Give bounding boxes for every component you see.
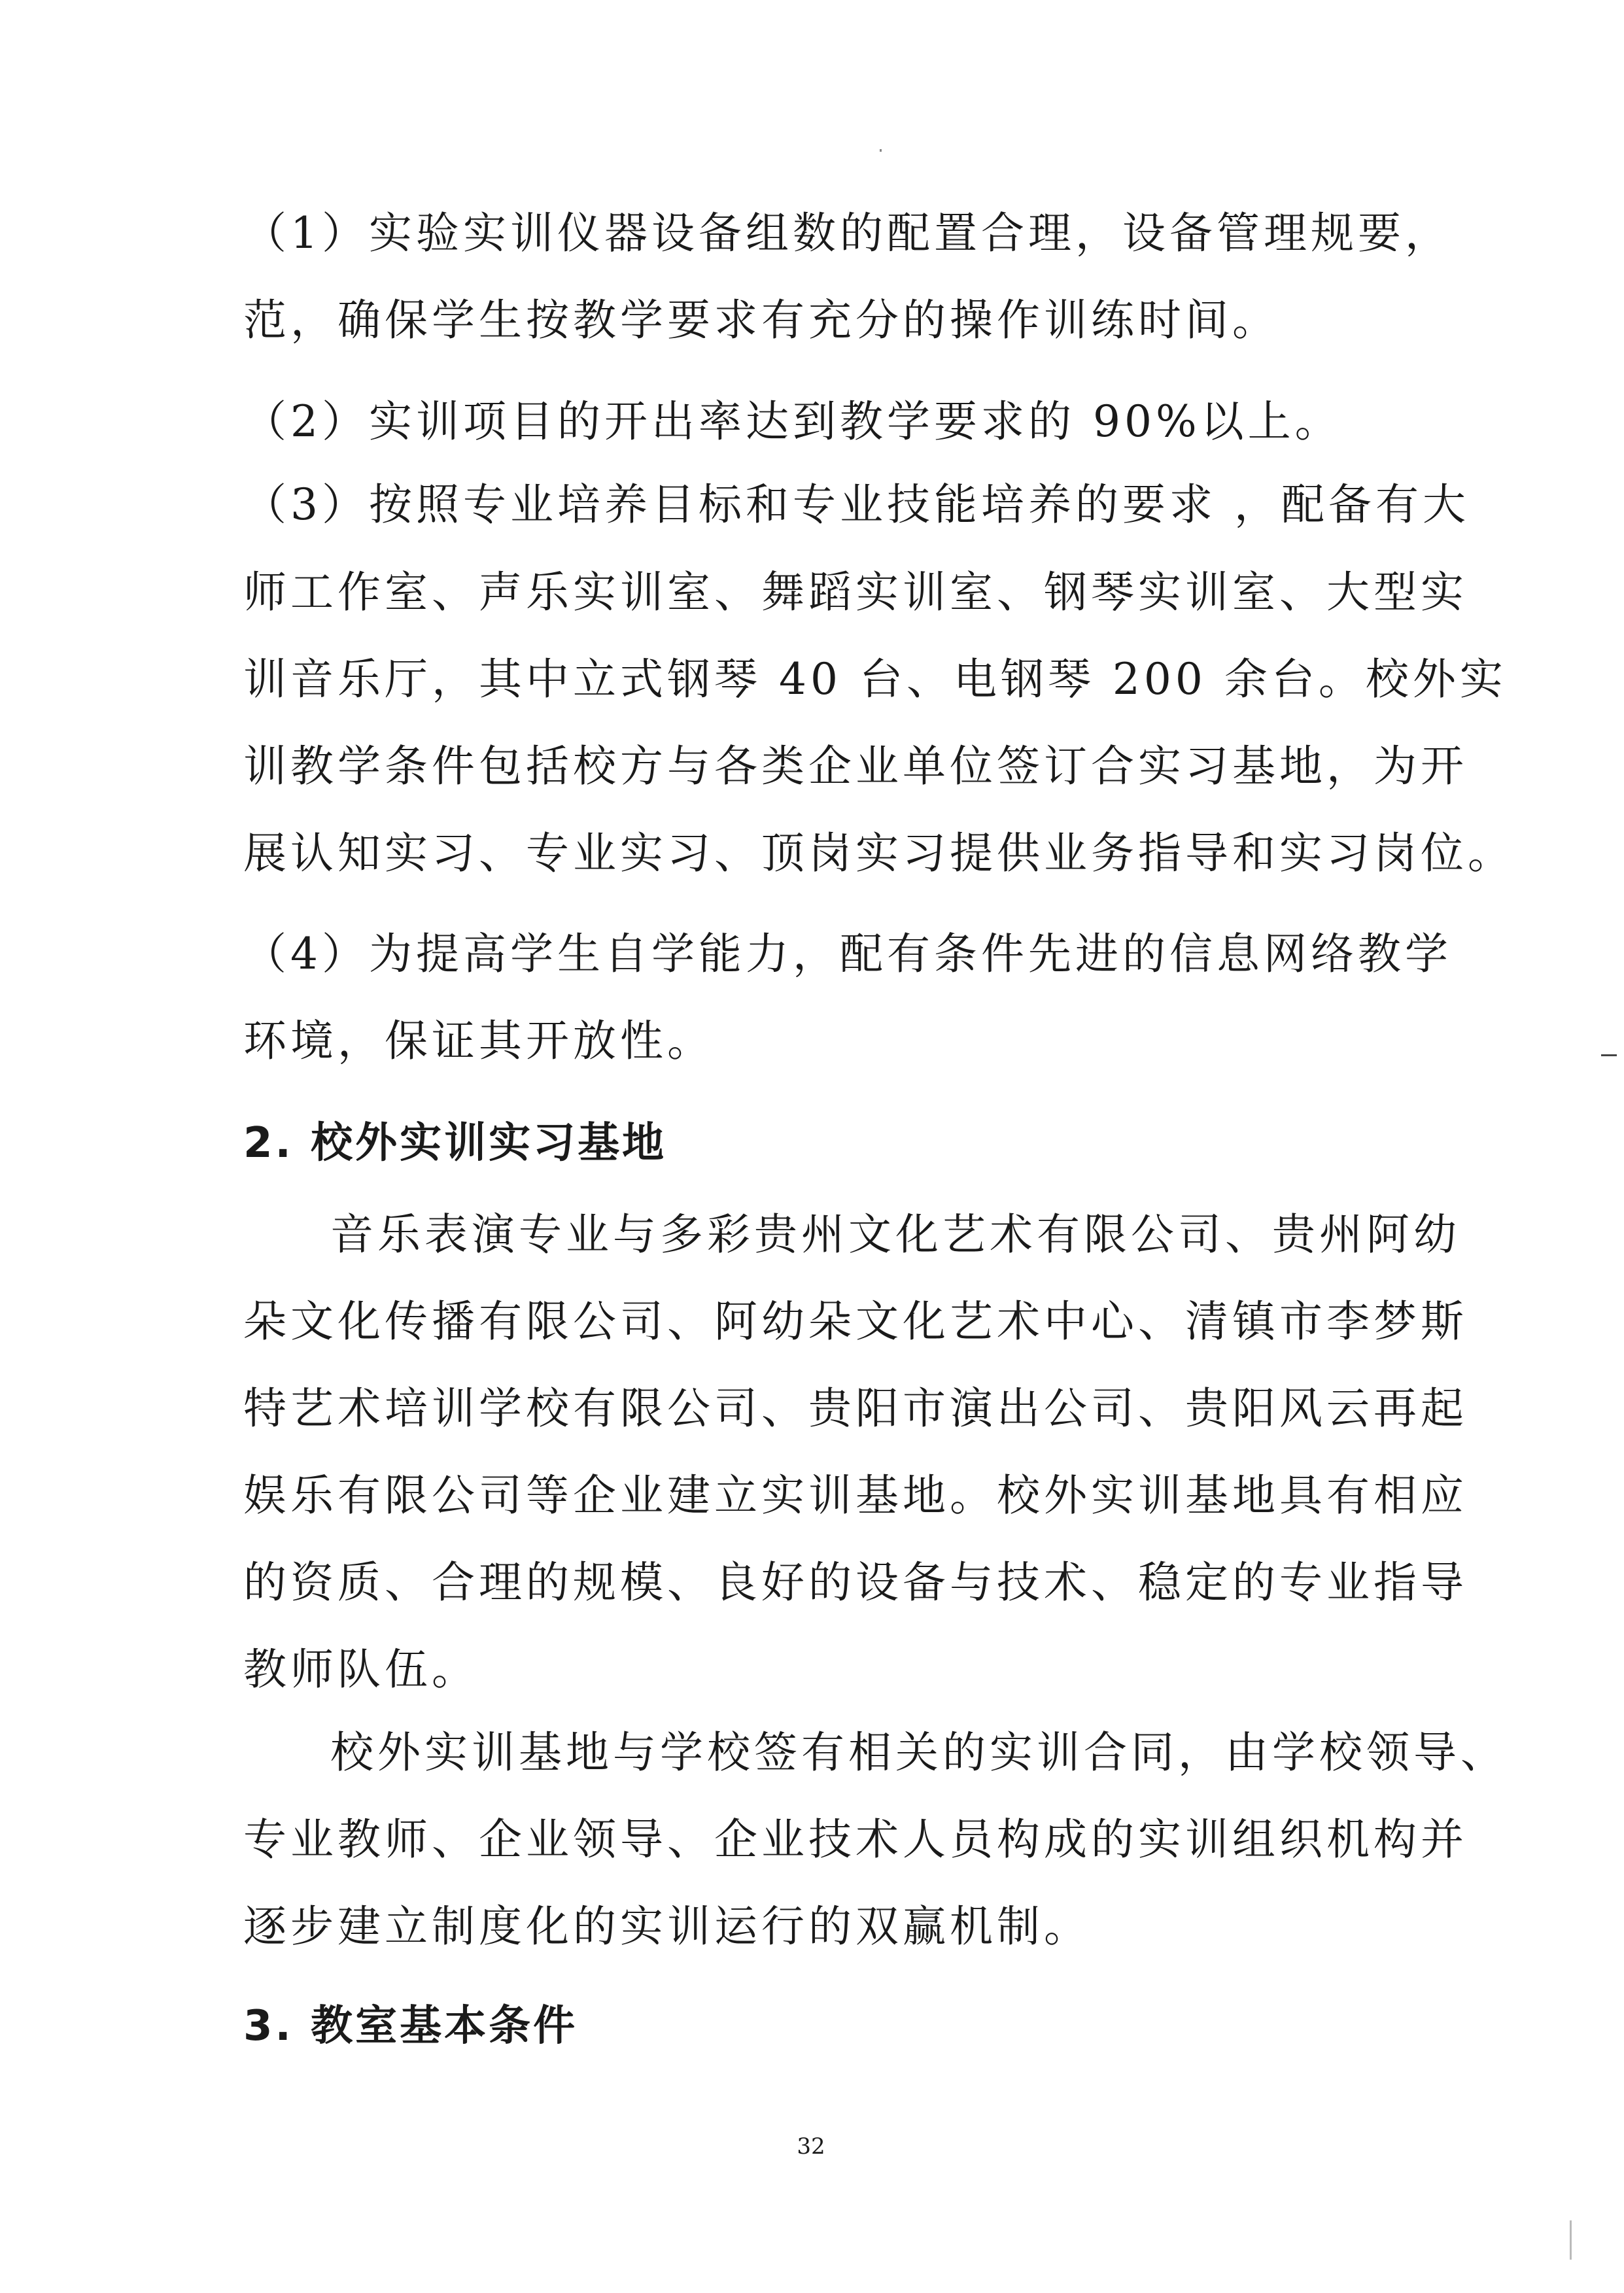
scan-speck <box>880 149 882 152</box>
section-2-para-1-line-6: 教师队伍。 <box>243 1644 479 1695</box>
section-2-para-1-line-1: 音乐表演专业与多彩贵州文化艺术有限公司、贵州阿幼 <box>330 1209 1460 1260</box>
section-2-para-1-line-3: 特艺术培训学校有限公司、贵阳市演出公司、贵阳风云再起 <box>243 1383 1468 1434</box>
scan-mark <box>1601 1054 1617 1056</box>
section-2-para-1-line-5: 的资质、合理的规模、良好的设备与技术、稳定的专业指导 <box>243 1557 1468 1608</box>
section-2-para-1-line-2: 朵文化传播有限公司、阿幼朵文化艺术中心、清镇市李梦斯 <box>243 1296 1468 1347</box>
paragraph-1-line-1: （1）实验实训仪器设备组数的配置合理，设备管理规要， <box>243 208 1452 258</box>
paragraph-3-line-1: （3）按照专业培养目标和专业技能培养的要求 ，配备有大 <box>243 479 1470 530</box>
paragraph-3-line-2: 师工作室、声乐实训室、舞蹈实训室、钢琴实训室、大型实 <box>243 567 1468 617</box>
paragraph-1-line-2: 范，确保学生按教学要求有充分的操作训练时间。 <box>243 295 1279 345</box>
section-2-para-2-line-1: 校外实训基地与学校签有相关的实训合同，由学校领导、 <box>330 1727 1508 1778</box>
paragraph-2-line-1: （2）实训项目的开出率达到教学要求的 90%以上。 <box>243 396 1342 447</box>
paragraph-3-line-5: 展认知实习、专业实习、顶岗实习提供业务指导和实习岗位。 <box>243 828 1515 878</box>
page-number: 32 <box>797 2133 825 2160</box>
scan-edge-mark <box>1570 2220 1572 2260</box>
section-2-heading: 2. 校外实训实习基地 <box>243 1119 667 1167</box>
paragraph-4-line-2: 环境，保证其开放性。 <box>243 1016 714 1066</box>
paragraph-3-line-3: 训音乐厅，其中立式钢琴 40 台、电钢琴 200 余台。校外实 <box>243 654 1507 704</box>
section-2-para-2-line-3: 逐步建立制度化的实训运行的双赢机制。 <box>243 1901 1091 1952</box>
section-2-para-2-line-2: 专业教师、企业领导、企业技术人员构成的实训组织机构并 <box>243 1814 1468 1865</box>
section-2-para-1-line-4: 娱乐有限公司等企业建立实训基地。校外实训基地具有相应 <box>243 1470 1468 1521</box>
paragraph-3-line-4: 训教学条件包括校方与各类企业单位签订合实习基地，为开 <box>243 741 1468 791</box>
paragraph-4-line-1: （4）为提高学生自学能力，配有条件先进的信息网络教学 <box>243 929 1452 979</box>
section-3-heading: 3. 教室基本条件 <box>243 2002 578 2050</box>
